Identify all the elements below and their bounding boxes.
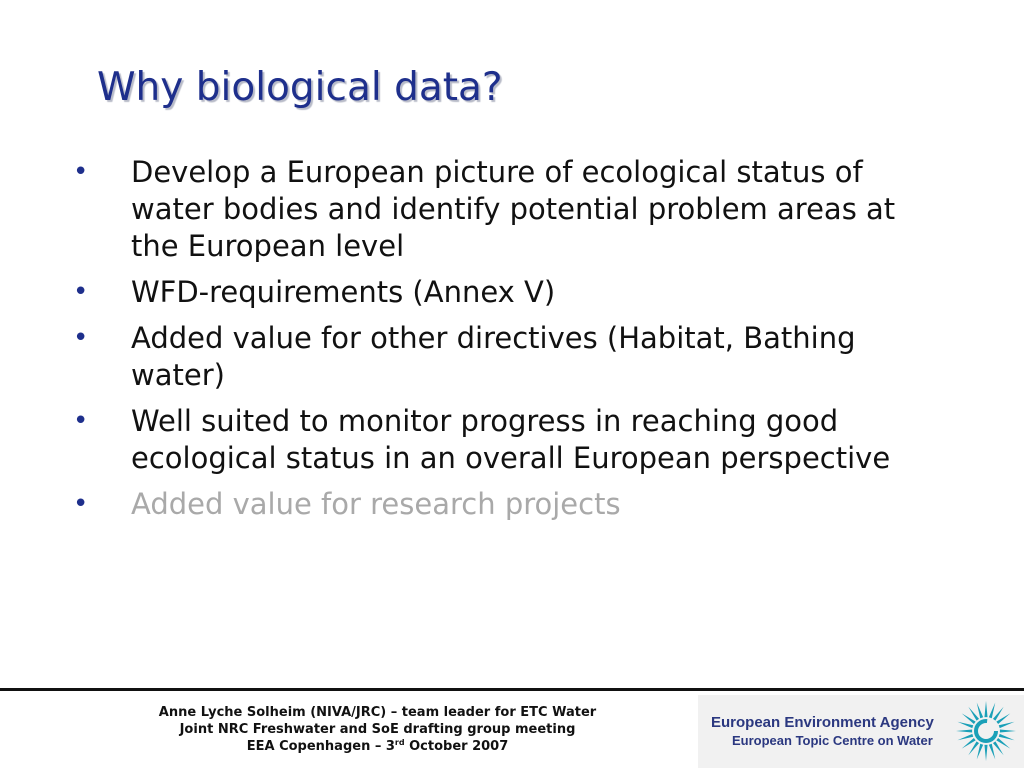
logo-agency-name: European Environment Agency bbox=[711, 714, 934, 731]
bullet-item bbox=[70, 403, 940, 477]
bullet-text: Added value for research projects bbox=[131, 487, 621, 521]
bullet-text: Added value for other directives (Habitat, Bathing water) bbox=[131, 321, 856, 392]
sunburst-ray bbox=[957, 734, 973, 740]
footer-divider bbox=[0, 688, 1024, 691]
bullet-text: Develop a European picture of ecological status of water bodies and identify potential problem areas at the European level bbox=[131, 155, 896, 263]
logo-centre-name: European Topic Centre on Water bbox=[732, 733, 933, 748]
bullet-marker: • bbox=[73, 489, 89, 519]
sunburst-ray bbox=[989, 744, 995, 760]
bullet-marker: • bbox=[73, 277, 89, 307]
bullet-list bbox=[70, 154, 940, 532]
sunburst-ray bbox=[984, 745, 987, 761]
footer-line-presenter: Anne Lyche Solheim (NIVA/JRC) – team leader for ETC Water bbox=[158, 705, 597, 720]
eea-sunburst-icon bbox=[954, 699, 1018, 763]
bullet-marker: • bbox=[73, 406, 89, 436]
footer-date-prefix: EEA Copenhagen – 3 bbox=[246, 739, 395, 754]
footer-credits bbox=[90, 704, 665, 755]
bullet-marker: • bbox=[73, 157, 89, 187]
bullet-item bbox=[70, 320, 940, 394]
bullet-text: Well suited to monitor progress in reaching good ecological status in an overall European perspective bbox=[131, 404, 891, 475]
sunburst-ray bbox=[989, 702, 995, 718]
sunburst-ring bbox=[976, 721, 996, 741]
sunburst-ray bbox=[984, 701, 987, 717]
eea-logo bbox=[698, 695, 1024, 768]
sunburst-ray bbox=[977, 744, 983, 760]
bullet-item-muted bbox=[70, 486, 940, 523]
footer-line-meeting: Joint NRC Freshwater and SoE drafting group meeting bbox=[179, 722, 576, 737]
sunburst-ray bbox=[999, 734, 1015, 740]
sunburst-ray bbox=[957, 722, 973, 728]
footer-date-suffix: October 2007 bbox=[404, 739, 509, 754]
bullet-item bbox=[70, 154, 940, 265]
sunburst-ray bbox=[999, 722, 1015, 728]
logo-wordmark bbox=[711, 714, 934, 749]
footer-date-ordinal: rd bbox=[394, 738, 405, 747]
sunburst-ray bbox=[1000, 729, 1016, 732]
sunburst-ray bbox=[956, 729, 972, 732]
slide-title: Why biological data? bbox=[97, 65, 503, 110]
bullet-text: WFD-requirements (Annex V) bbox=[131, 275, 556, 309]
bullet-marker: • bbox=[73, 323, 89, 353]
sunburst-ray bbox=[977, 702, 983, 718]
footer-line-date bbox=[90, 738, 665, 755]
bullet-item bbox=[70, 274, 940, 311]
